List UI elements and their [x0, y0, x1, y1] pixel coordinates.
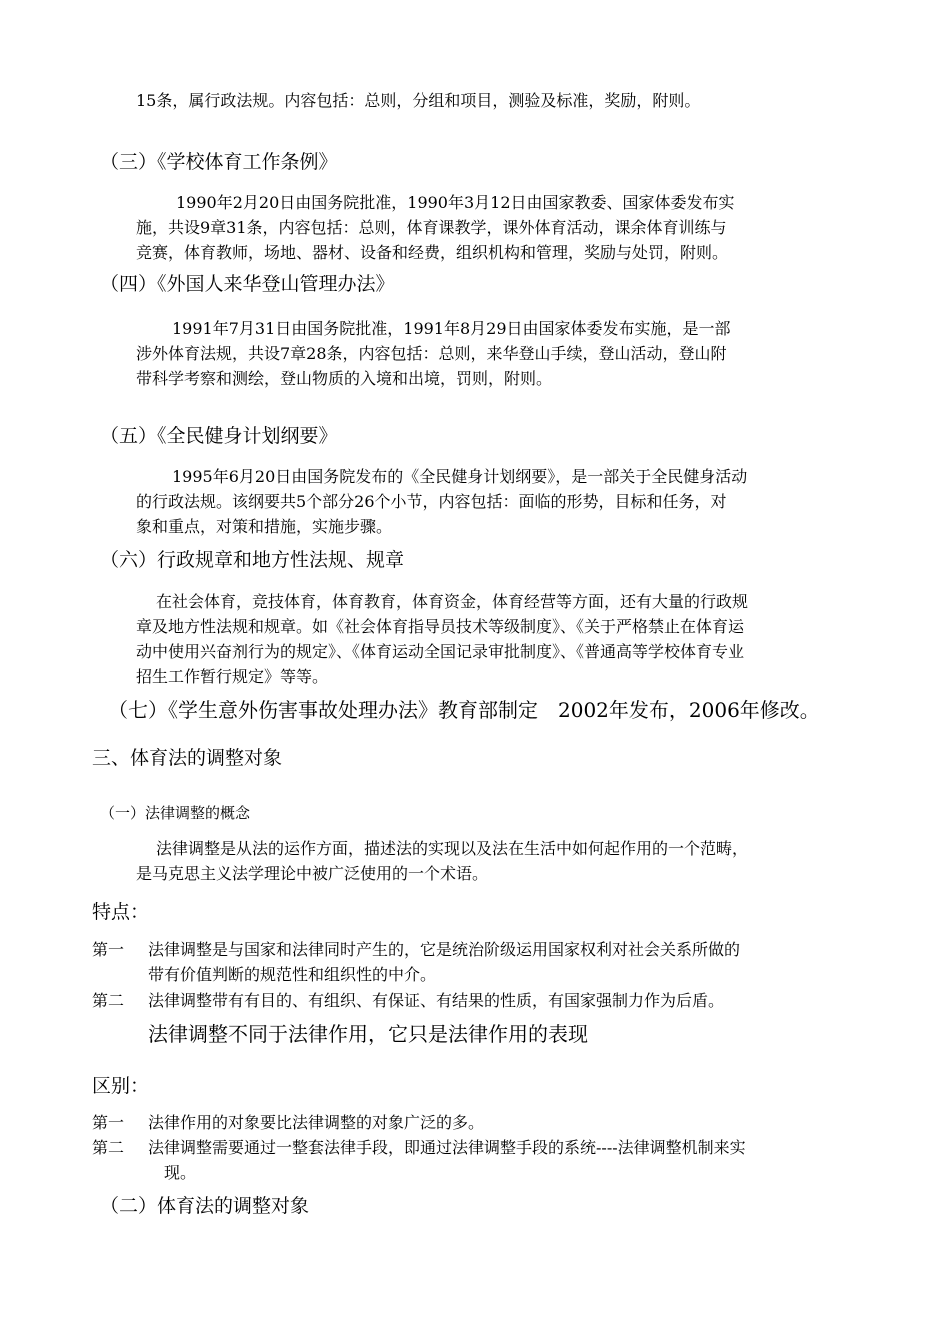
- diff-2-label: 第二: [92, 1138, 125, 1157]
- diff-2-line-1: 法律调整需要通过一整套法律手段，即通过法律调整手段的系统----法律调整机制来实: [148, 1138, 746, 1157]
- sub1-line-2: 是马克思主义法学理论中被广泛使用的一个术语。: [136, 864, 489, 883]
- sec4-line-3: 带科学考察和测绘，登山物质的入境和出境，罚则，附则。: [136, 369, 553, 388]
- sec3-line-3: 竞赛，体育教师，场地、器材、设备和经费，组织机构和管理，奖励与处罚，附则。: [136, 243, 729, 262]
- sec6-line-1: 在社会体育，竞技体育，体育教育，体育资金，体育经营等方面，还有大量的行政规: [156, 592, 749, 611]
- heading-sec5: （五）《全民健身计划纲要》: [100, 425, 338, 447]
- part3-heading: 三、体育法的调整对象: [92, 747, 283, 769]
- feature-1-line-1: 法律调整是与国家和法律同时产生的，它是统治阶级运用国家权利对社会关系所做的: [148, 940, 741, 959]
- sec5-line-2: 的行政法规。该纲要共5个部分26个小节，内容包括：面临的形势，目标和任务，对: [136, 492, 727, 511]
- sec5-line-1: 1995年6月20日由国务院发布的《全民健身计划纲要》，是一部关于全民健身活动: [172, 467, 748, 486]
- sec6-line-3: 动中使用兴奋剂行为的规定》、《体育运动全国记录审批制度》、《普通高等学校体育专业: [136, 642, 745, 661]
- heading-sec6: （六）行政规章和地方性法规、规章: [100, 549, 405, 571]
- sec4-line-1: 1991年7月31日由国务院批准，1991年8月29日由国家体委发布实施，是一部: [172, 319, 731, 338]
- sub1-line-1: 法律调整是从法的运作方面，描述法的实现以及法在生活中如何起作用的一个范畴，: [156, 839, 749, 858]
- sec4-line-2: 涉外体育法规，共设7章28条，内容包括：总则，来华登山手续，登山活动，登山附: [136, 344, 727, 363]
- features-label: 特点：: [92, 901, 150, 923]
- diff-label: 区别：: [92, 1075, 150, 1097]
- feature-1-line-2: 带有价值判断的规范性和组织性的中介。: [148, 965, 437, 984]
- sec6-line-2: 章及地方性法规和规章。如《社会体育指导员技术等级制度》、《关于严格禁止在体育运: [136, 617, 745, 636]
- sub2-heading: （二）体育法的调整对象: [100, 1195, 310, 1217]
- sec3-line-2: 施，共设9章31条，内容包括：总则，体育课教学，课外体育活动，课余体育训练与: [136, 218, 727, 237]
- sec3-line-1: 1990年2月20日由国务院批准，1990年3月12日由国家教委、国家体委发布实: [176, 193, 735, 212]
- sub1-heading: （一）法律调整的概念: [100, 804, 251, 822]
- feature-2-line-1: 法律调整带有有目的、有组织、有保证、有结果的性质，有国家强制力作为后盾。: [148, 991, 725, 1010]
- heading-sec7: （七）《学生意外伤害事故处理办法》教育部制定 2002年发布，2006年修改。: [108, 698, 820, 722]
- diff-2-line-2: 现。: [164, 1163, 197, 1182]
- feature-2-label: 第二: [92, 991, 125, 1010]
- diff-1-label: 第一: [92, 1113, 125, 1132]
- intro-line: 15条，属行政法规。内容包括：总则，分组和项目，测验及标准，奖励，附则。: [136, 91, 701, 110]
- note-line: 法律调整不同于法律作用，它只是法律作用的表现: [148, 1022, 588, 1046]
- heading-sec3: （三）《学校体育工作条例》: [100, 151, 338, 173]
- diff-1-line-1: 法律作用的对象要比法律调整的对象广泛的多。: [148, 1113, 485, 1132]
- feature-1-label: 第一: [92, 940, 125, 959]
- heading-sec4: （四）《外国人来华登山管理办法》: [100, 273, 395, 295]
- sec5-line-3: 象和重点，对策和措施，实施步骤。: [136, 517, 393, 536]
- sec6-line-4: 招生工作暂行规定》等等。: [136, 667, 329, 686]
